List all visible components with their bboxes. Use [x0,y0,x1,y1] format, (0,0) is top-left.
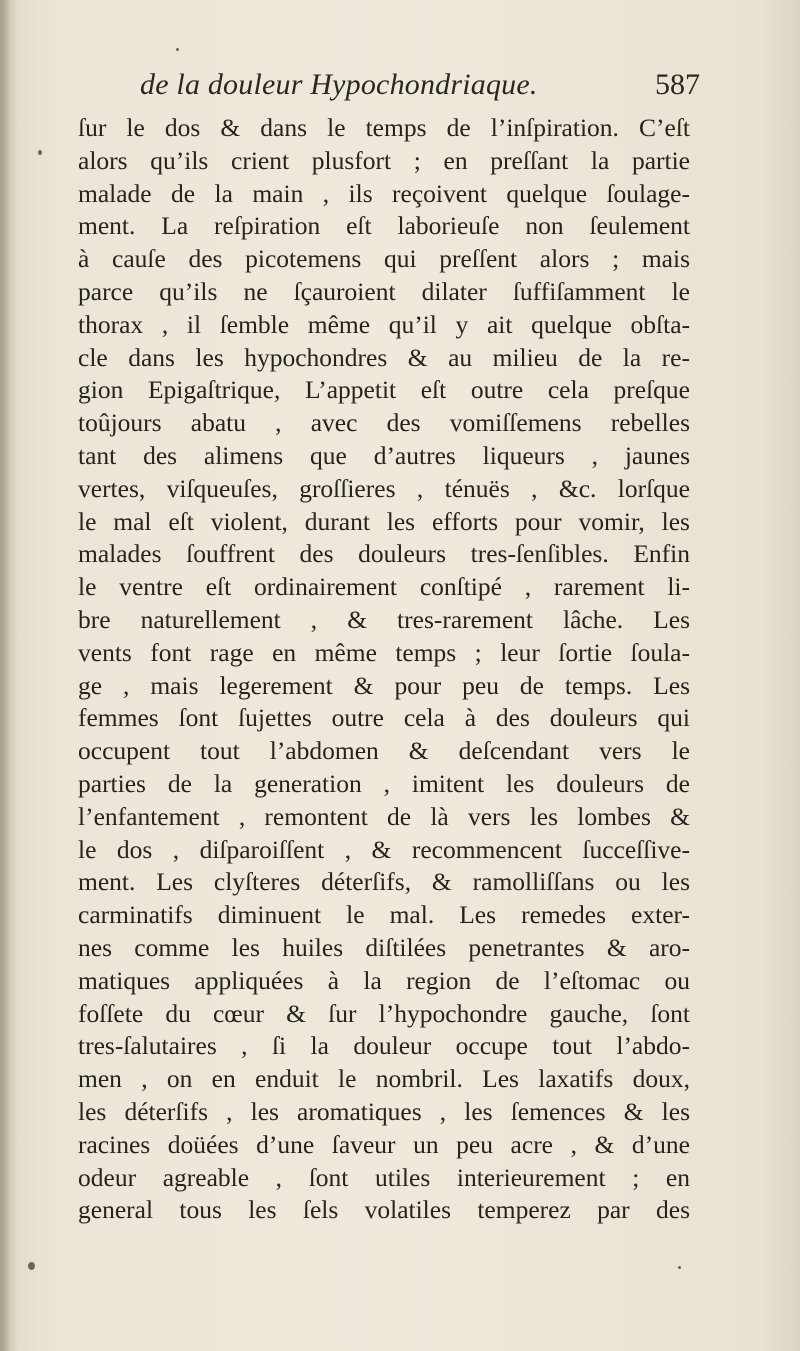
text-line: le dos , diſparoiſſent , & recommencent ſucceſſive- [78,834,690,864]
text-line: tant des alimens que d’autres liqueurs , jaunes [78,440,690,470]
page-number: 587 [655,68,700,101]
text-line: ge , mais legerement & pour peu de temps. Les [78,670,690,700]
text-line: nes comme les huiles diſtilées penetrantes & aro- [78,932,690,962]
text-line: carminatifs diminuent le mal. Les remedes exter- [78,900,690,930]
text-line: occupent tout l’abdomen & deſcendant vers le [78,736,690,766]
text-line: men , on en enduit le nombril. Les laxatifs doux, [78,1064,690,1094]
text-line: malade de la main , ils reçoivent quelque ſoulage- [78,178,690,208]
text-line: foſſete du cœur & ſur l’hypochondre gauche, ſont [78,998,690,1028]
text-line: ſur le dos & dans le temps de l’inſpiration. C’eſt [78,113,690,142]
text-line: les déterſifs , les aromatiques , les ſemences & les [78,1096,690,1126]
text-line: ment. La reſpiration eſt laborieuſe non ſeulement [78,211,690,241]
paper-speck [678,1266,681,1269]
text-line: l’enfantement , remontent de là vers les lombes & [78,801,690,831]
text-line: general tous les ſels volatiles temperez par des [78,1195,690,1225]
text-line: parties de la generation , imitent les douleurs de [78,768,690,798]
text-line: femmes ſont ſujettes outre cela à des douleurs qui [78,703,690,733]
text-line: bre naturellement , & tres-rarement lâche. Les [78,604,690,634]
text-line: vertes, viſqueuſes, groſſieres , ténuës , &c. lorſque [78,473,690,503]
text-line: vents font rage en même temps ; leur ſortie ſoula- [78,637,690,667]
running-title: de la douleur Hypochondriaque. [140,68,538,101]
paper-speck [28,1262,35,1270]
text-line: parce qu’ils ne ſçauroient dilater ſuffiſamment le [78,276,690,306]
text-line: malades ſouffrent des douleurs tres-ſenſibles. Enfin [78,539,690,569]
body-text [78,112,690,1227]
text-line: racines doüées d’une ſaveur un peu acre , & d’une [78,1129,690,1159]
text-line: le mal eſt violent, durant les efforts pour vomir, les [78,506,690,536]
text-line: à cauſe des picotemens qui preſſent alors ; mais [78,244,690,274]
text-line: thorax , il ſemble même qu’il y ait quelque obſta- [78,309,690,339]
text-line: odeur agreable , ſont utiles interieurement ; en [78,1162,690,1192]
text-line: gion Epigaſtrique, L’appetit eſt outre cela preſque [78,375,690,405]
page-binding-shadow [0,0,10,1351]
paper-speck [176,48,179,51]
text-line: cle dans les hypochondres & au milieu de la re- [78,342,690,372]
text-line: alors qu’ils crient plusfort ; en preſſant la partie [78,145,690,175]
paper-speck [38,150,42,155]
text-line: tres-ſalutaires , ſi la douleur occupe tout l’abdo- [78,1031,690,1061]
text-line: toûjours abatu , avec des vomiſſemens rebelles [78,408,690,438]
text-line: le ventre eſt ordinairement conſtipé , rarement li- [78,572,690,602]
text-line: ment. Les clyſteres déterſifs, & ramolliſſans ou les [78,867,690,897]
page-header [140,62,700,112]
text-line: matiques appliquées à la region de l’eſtomac ou [78,965,690,995]
